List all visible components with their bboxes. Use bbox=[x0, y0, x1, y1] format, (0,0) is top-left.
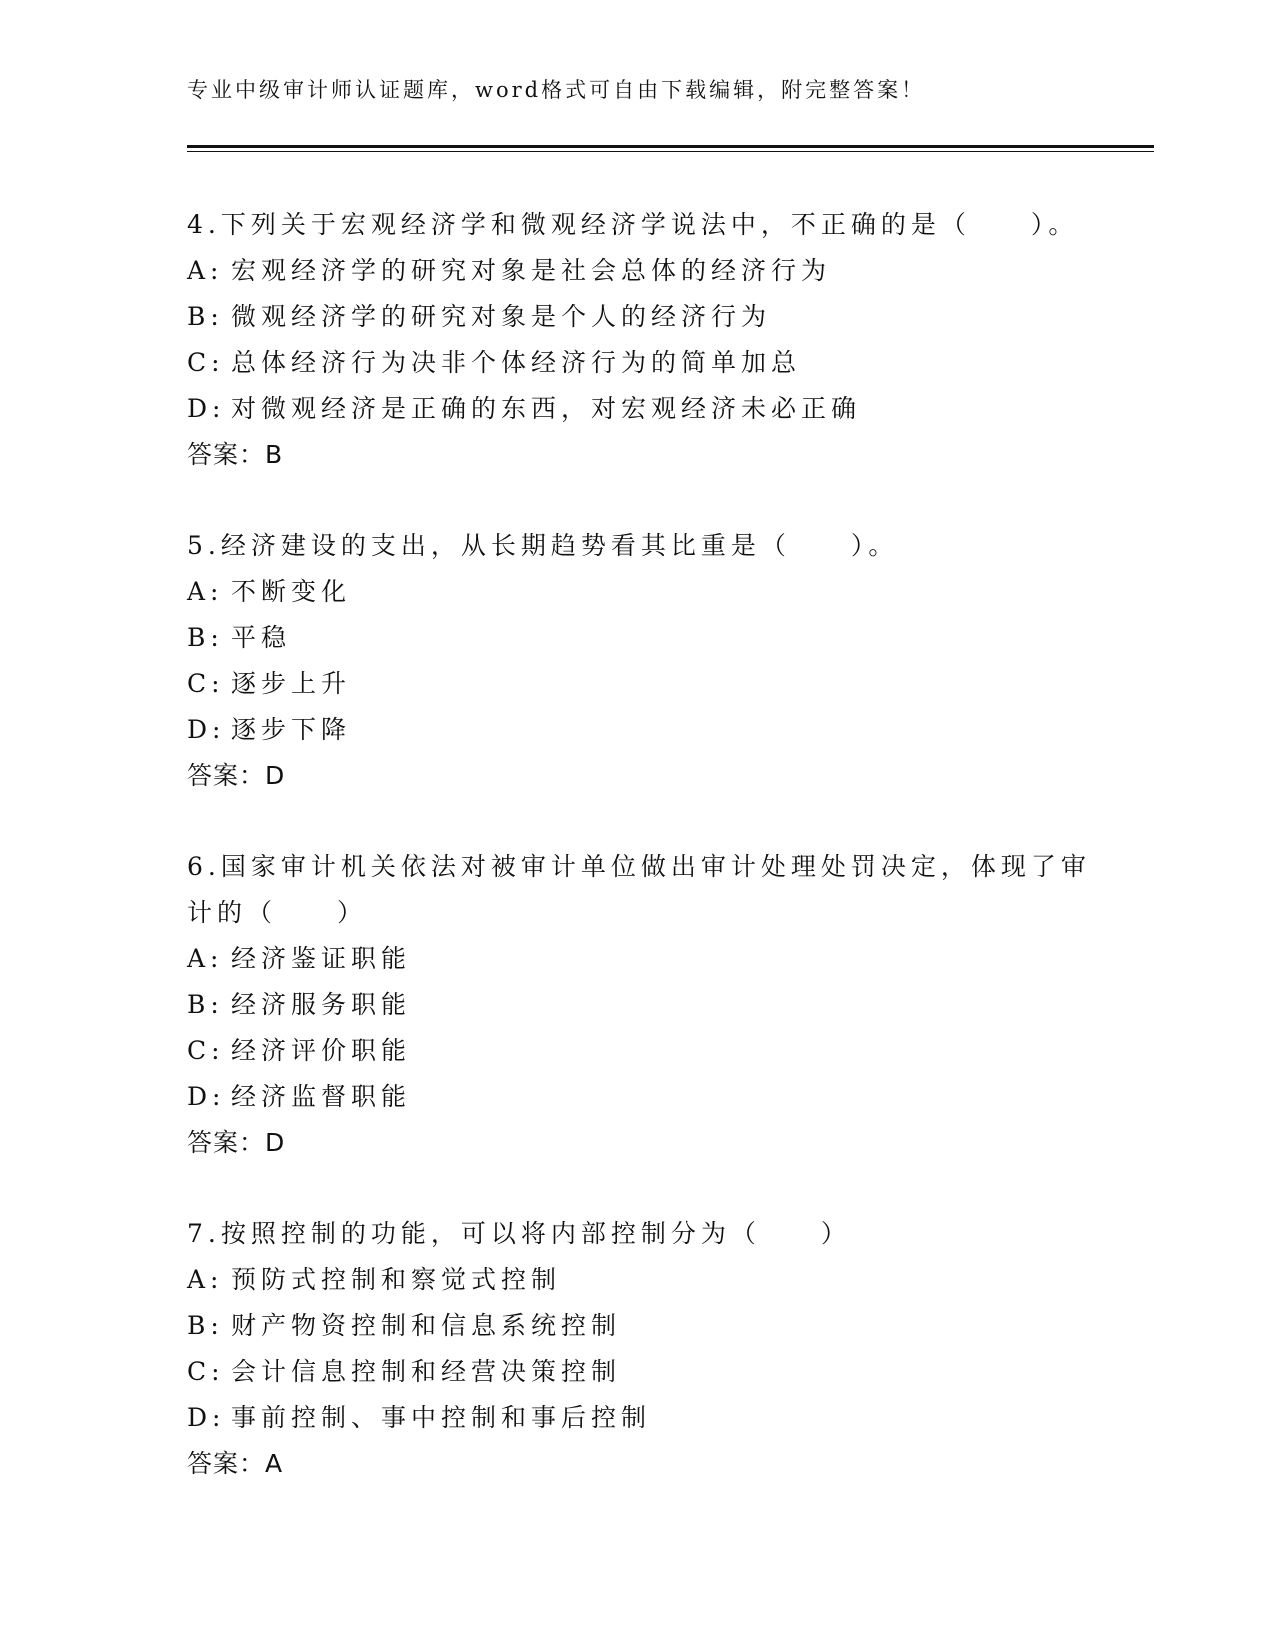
option-key: A: bbox=[187, 944, 224, 973]
option-key: B: bbox=[187, 623, 224, 652]
option-key: D: bbox=[187, 1082, 226, 1111]
option-c bbox=[187, 661, 1087, 707]
option-key: B: bbox=[187, 302, 224, 331]
option-text: 宏观经济学的研究对象是社会总体的经济行为 bbox=[231, 256, 832, 285]
question-6 bbox=[187, 844, 1091, 1166]
option-d bbox=[187, 1074, 1087, 1120]
option-key: B: bbox=[187, 1311, 224, 1340]
option-text: 经济监督职能 bbox=[231, 1082, 412, 1111]
option-a bbox=[187, 569, 1087, 615]
question-stem: 5.经济建设的支出，从长期趋势看其比重是（ ）。 bbox=[187, 531, 899, 560]
option-text: 微观经济学的研究对象是个人的经济行为 bbox=[231, 302, 772, 331]
option-key: A: bbox=[187, 1265, 224, 1294]
option-c bbox=[187, 1028, 1087, 1074]
option-a bbox=[187, 248, 1087, 294]
page-header: 专业中级审计师认证题库，word格式可自由下载编辑，附完整答案！ bbox=[187, 78, 926, 102]
option-text: 逐步下降 bbox=[231, 715, 352, 744]
question-stem: 4.下列关于宏观经济学和微观经济学说法中，不正确的是（ ）。 bbox=[187, 210, 1079, 239]
option-text: 对微观经济是正确的东西，对宏观经济未必正确 bbox=[231, 394, 862, 423]
question-stem-line-2: 计的（ ） bbox=[187, 898, 368, 927]
option-text: 预防式控制和察觉式控制 bbox=[231, 1265, 562, 1294]
option-key: A: bbox=[187, 577, 224, 606]
option-text: 财产物资控制和信息系统控制 bbox=[231, 1311, 622, 1340]
option-text: 会计信息控制和经营决策控制 bbox=[231, 1357, 622, 1386]
option-c bbox=[187, 1349, 1087, 1395]
question-list bbox=[187, 202, 1091, 1532]
option-key: C: bbox=[187, 669, 225, 698]
option-text: 经济服务职能 bbox=[231, 990, 412, 1019]
answer: 答案：D bbox=[187, 1128, 286, 1157]
option-key: A: bbox=[187, 256, 224, 285]
question-stem: 7.按照控制的功能，可以将内部控制分为（ ） bbox=[187, 1219, 851, 1248]
option-text: 经济评价职能 bbox=[231, 1036, 412, 1065]
question-stem-line-1: 6.国家审计机关依法对被审计单位做出审计处理处罚决定，体现了审 bbox=[187, 852, 1091, 881]
option-key: D: bbox=[187, 394, 226, 423]
option-c bbox=[187, 340, 1087, 386]
option-key: D: bbox=[187, 715, 226, 744]
option-text: 事前控制、事中控制和事后控制 bbox=[231, 1403, 652, 1432]
option-d bbox=[187, 707, 1087, 753]
option-key: D: bbox=[187, 1403, 226, 1432]
answer: 答案：A bbox=[187, 1449, 284, 1478]
option-key: C: bbox=[187, 348, 225, 377]
header-rule-thick bbox=[187, 145, 1154, 148]
option-d bbox=[187, 1395, 1087, 1441]
option-key: C: bbox=[187, 1036, 225, 1065]
question-4 bbox=[187, 202, 1087, 478]
option-text: 平稳 bbox=[231, 623, 292, 652]
option-b bbox=[187, 982, 1087, 1028]
answer: 答案：B bbox=[187, 440, 284, 469]
option-key: B: bbox=[187, 990, 224, 1019]
option-text: 经济鉴证职能 bbox=[231, 944, 412, 973]
option-d bbox=[187, 386, 1087, 432]
question-7 bbox=[187, 1211, 1087, 1487]
answer: 答案：D bbox=[187, 761, 286, 790]
question-5 bbox=[187, 523, 1087, 799]
option-text: 不断变化 bbox=[231, 577, 352, 606]
option-a bbox=[187, 1257, 1087, 1303]
option-a bbox=[187, 936, 1087, 982]
option-text: 总体经济行为决非个体经济行为的简单加总 bbox=[231, 348, 802, 377]
option-b bbox=[187, 1303, 1087, 1349]
option-b bbox=[187, 294, 1087, 340]
option-b bbox=[187, 615, 1087, 661]
option-text: 逐步上升 bbox=[231, 669, 352, 698]
option-key: C: bbox=[187, 1357, 225, 1386]
header-rule-thin bbox=[187, 151, 1154, 152]
